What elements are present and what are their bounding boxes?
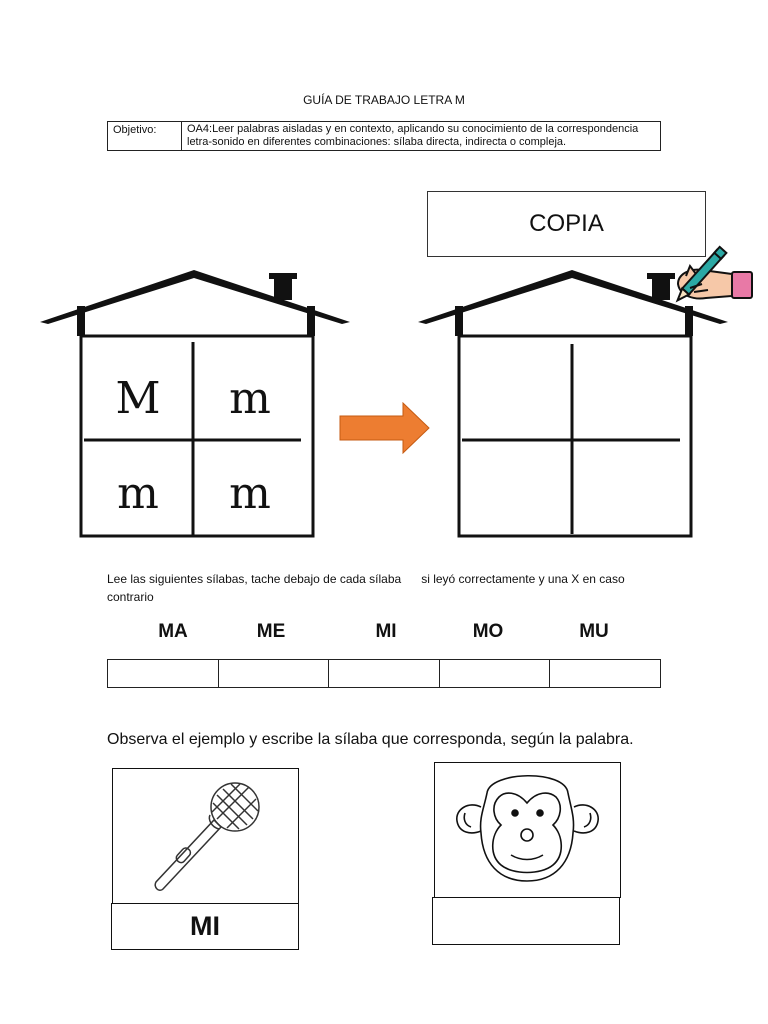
syllable-ma: MA xyxy=(158,621,188,642)
letter-cursive-lower: m xyxy=(229,468,271,519)
syllable-mu: MU xyxy=(579,621,609,642)
example-instruction: Observa el ejemplo y escribe la sílaba que corresponda, según la palabra. xyxy=(107,731,634,748)
answer-cell-mu[interactable] xyxy=(550,660,660,687)
letter-house xyxy=(38,268,350,540)
hand-writing-icon xyxy=(672,244,756,304)
answer-cell-ma[interactable] xyxy=(108,660,219,687)
copy-label: COPIA xyxy=(529,210,604,237)
copy-label-box xyxy=(427,191,706,257)
page-title: GUÍA DE TRABAJO LETRA M xyxy=(303,93,465,107)
letter-cursive-upper: m xyxy=(117,468,159,519)
microphone-answer-box xyxy=(111,903,299,950)
reading-instruction: Lee las siguientes sílabas, tache debajo de cada sílaba si leyó correctamente y una X en caso contrario xyxy=(107,572,628,604)
syllable-me: ME xyxy=(256,621,286,642)
microphone-card xyxy=(112,768,299,904)
answer-cell-mo[interactable] xyxy=(440,660,551,687)
objective-label: Objetivo: xyxy=(108,122,182,151)
answer-cell-me[interactable] xyxy=(219,660,330,687)
syllable-mo: MO xyxy=(472,621,504,642)
letter-uppercase: M xyxy=(115,373,161,424)
letter-lowercase: m xyxy=(229,373,271,424)
answer-cell-mi[interactable] xyxy=(329,660,440,687)
monkey-face-icon xyxy=(435,763,620,897)
monkey-answer-box[interactable] xyxy=(432,897,620,945)
objective-text: OA4:Leer palabras aisladas y en contexto, aplicando su conocimiento de la correspondencia letra-sonido en diferentes combinaciones: sílaba directa, indirecta o compleja. xyxy=(182,122,661,151)
syllable-mi: MI xyxy=(375,621,397,642)
empty-copy-house xyxy=(416,268,728,540)
microphone-answer: MI xyxy=(190,911,220,941)
microphone-icon xyxy=(113,769,298,903)
monkey-card xyxy=(434,762,621,898)
syllable-answer-grid xyxy=(107,659,661,688)
objective-table xyxy=(107,121,661,151)
